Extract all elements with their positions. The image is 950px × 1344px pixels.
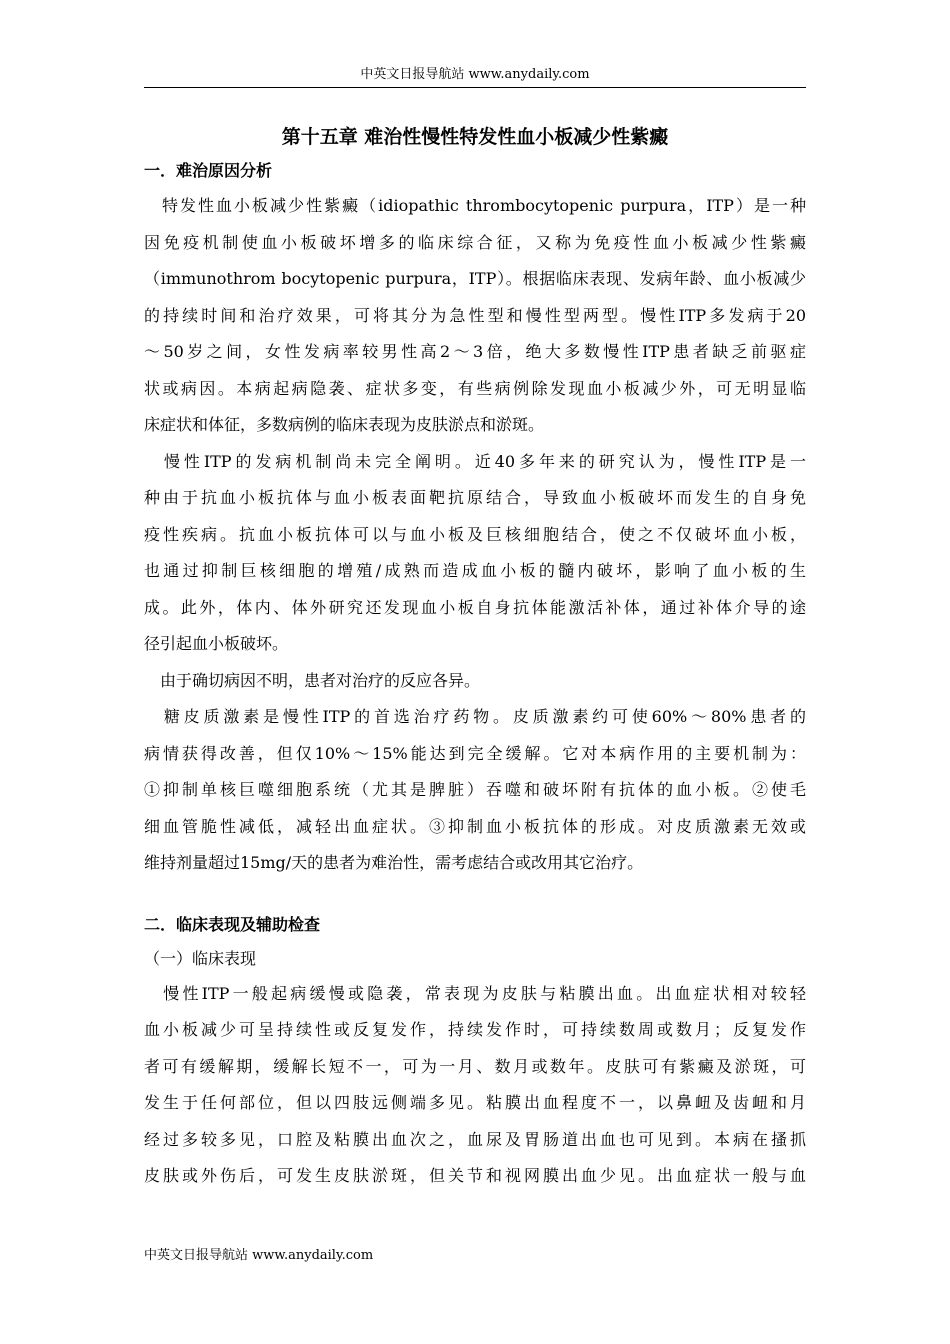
- paragraph-5: [144, 976, 806, 1195]
- text-line: 糖皮质激素是慢性ITP的首选治疗药物。皮质激素约可使60%～80%患者的: [144, 707, 806, 726]
- text-line: 的持续时间和治疗效果，可将其分为急性型和慢性型两型。慢性ITP多发病于20: [144, 305, 806, 325]
- text-line: 疫性疾病。抗血小板抗体可以与血小板及巨核细胞结合，使之不仅破坏血小板，: [144, 524, 806, 544]
- text-line: 细血管脆性减低，减轻出血症状。③抑制血小板抗体的形成。对皮质激素无效或: [144, 816, 806, 836]
- text-line: 血小板减少可呈持续性或反复发作，持续发作时，可持续数周或数月；反复发作: [144, 1020, 806, 1039]
- paragraph-1: [144, 188, 806, 444]
- text-line: 状或病因。本病起病隐袭、症状多变，有些病例除发现血小板减少外，可无明显临: [144, 378, 806, 398]
- text-line: 发生于任何部位，但以四肢远侧端多见。粘膜出血程度不一，以鼻衄及齿衄和月: [144, 1093, 806, 1112]
- section-heading-1: 一．难治原因分析: [144, 161, 273, 180]
- text-line: 由于确切病因不明，患者对治疗的反应各异。: [144, 670, 481, 690]
- text-line: 因免疫机制使血小板破坏增多的临床综合征，又称为免疫性血小板减少性紫癜: [144, 232, 806, 252]
- paragraph-4: [144, 699, 806, 882]
- section-heading-2: 二．临床表现及辅助检查: [144, 914, 321, 934]
- text-line: 者可有缓解期，缓解长短不一，可为一月、数月或数年。皮肤可有紫癜及淤斑，可: [144, 1056, 806, 1076]
- text-line: 种由于抗血小板抗体与血小板表面靶抗原结合，导致血小板破坏而发生的自身免: [144, 488, 806, 507]
- text-line: 也通过抑制巨核细胞的增殖/成熟而造成血小板的髓内破坏，影响了血小板的生: [144, 561, 806, 580]
- page-content: [144, 120, 806, 1195]
- text-line: 径引起血小板破坏。: [144, 634, 289, 653]
- header-divider: [144, 87, 806, 88]
- text-line: ①抑制单核巨噬细胞系统（尤其是脾脏）吞噬和破坏附有抗体的血小板。②使毛: [144, 780, 806, 799]
- subsection-heading: （一）临床表现: [144, 948, 257, 968]
- text-line: 维持剂量超过15mg/天的患者为难治性，需考虑结合或改用其它治疗。: [144, 853, 644, 872]
- text-line: 经过多较多见，口腔及粘膜出血次之，血尿及胃肠道出血也可见到。本病在搔抓: [144, 1129, 806, 1149]
- section-spacer: [144, 882, 806, 908]
- paragraph-3: [144, 663, 806, 700]
- text-line: 成。此外，体内、体外研究还发现血小板自身抗体能激活补体，通过补体介导的途: [144, 597, 806, 617]
- text-line: （immunothrom bocytopenic purpura，ITP）。根据临床表现、发病年龄、血小板减少: [144, 269, 806, 288]
- text-line: 特发性血小板减少性紫癜（idiopathic thrombocytopenic purpura，ITP）是一种: [144, 196, 806, 215]
- text-line: ～50岁之间，女性发病率较男性高2～3倍，绝大多数慢性ITP患者缺乏前驱症: [144, 342, 806, 361]
- page-footer: 中英文日报导航站 www.anydaily.com: [144, 1248, 374, 1263]
- page-header: 中英文日报导航站 www.anydaily.com: [360, 67, 590, 82]
- text-line: 病情获得改善，但仅10%～15%能达到完全缓解。它对本病作用的主要机制为：: [144, 743, 806, 763]
- text-line: 床症状和体征，多数病例的临床表现为皮肤淤点和淤斑。: [144, 415, 545, 434]
- paragraph-2: [144, 444, 806, 663]
- text-line: 慢性ITP一般起病缓慢或隐袭，常表现为皮肤与粘膜出血。出血症状相对较轻: [144, 983, 806, 1003]
- text-line: 皮肤或外伤后，可发生皮肤淤斑，但关节和视网膜出血少见。出血症状一般与血: [144, 1166, 806, 1185]
- chapter-title: 第十五章 难治性慢性特发性血小板减少性紫癜: [281, 126, 669, 148]
- text-line: 慢性ITP的发病机制尚未完全阐明。近40多年来的研究认为，慢性ITP是一: [144, 451, 806, 471]
